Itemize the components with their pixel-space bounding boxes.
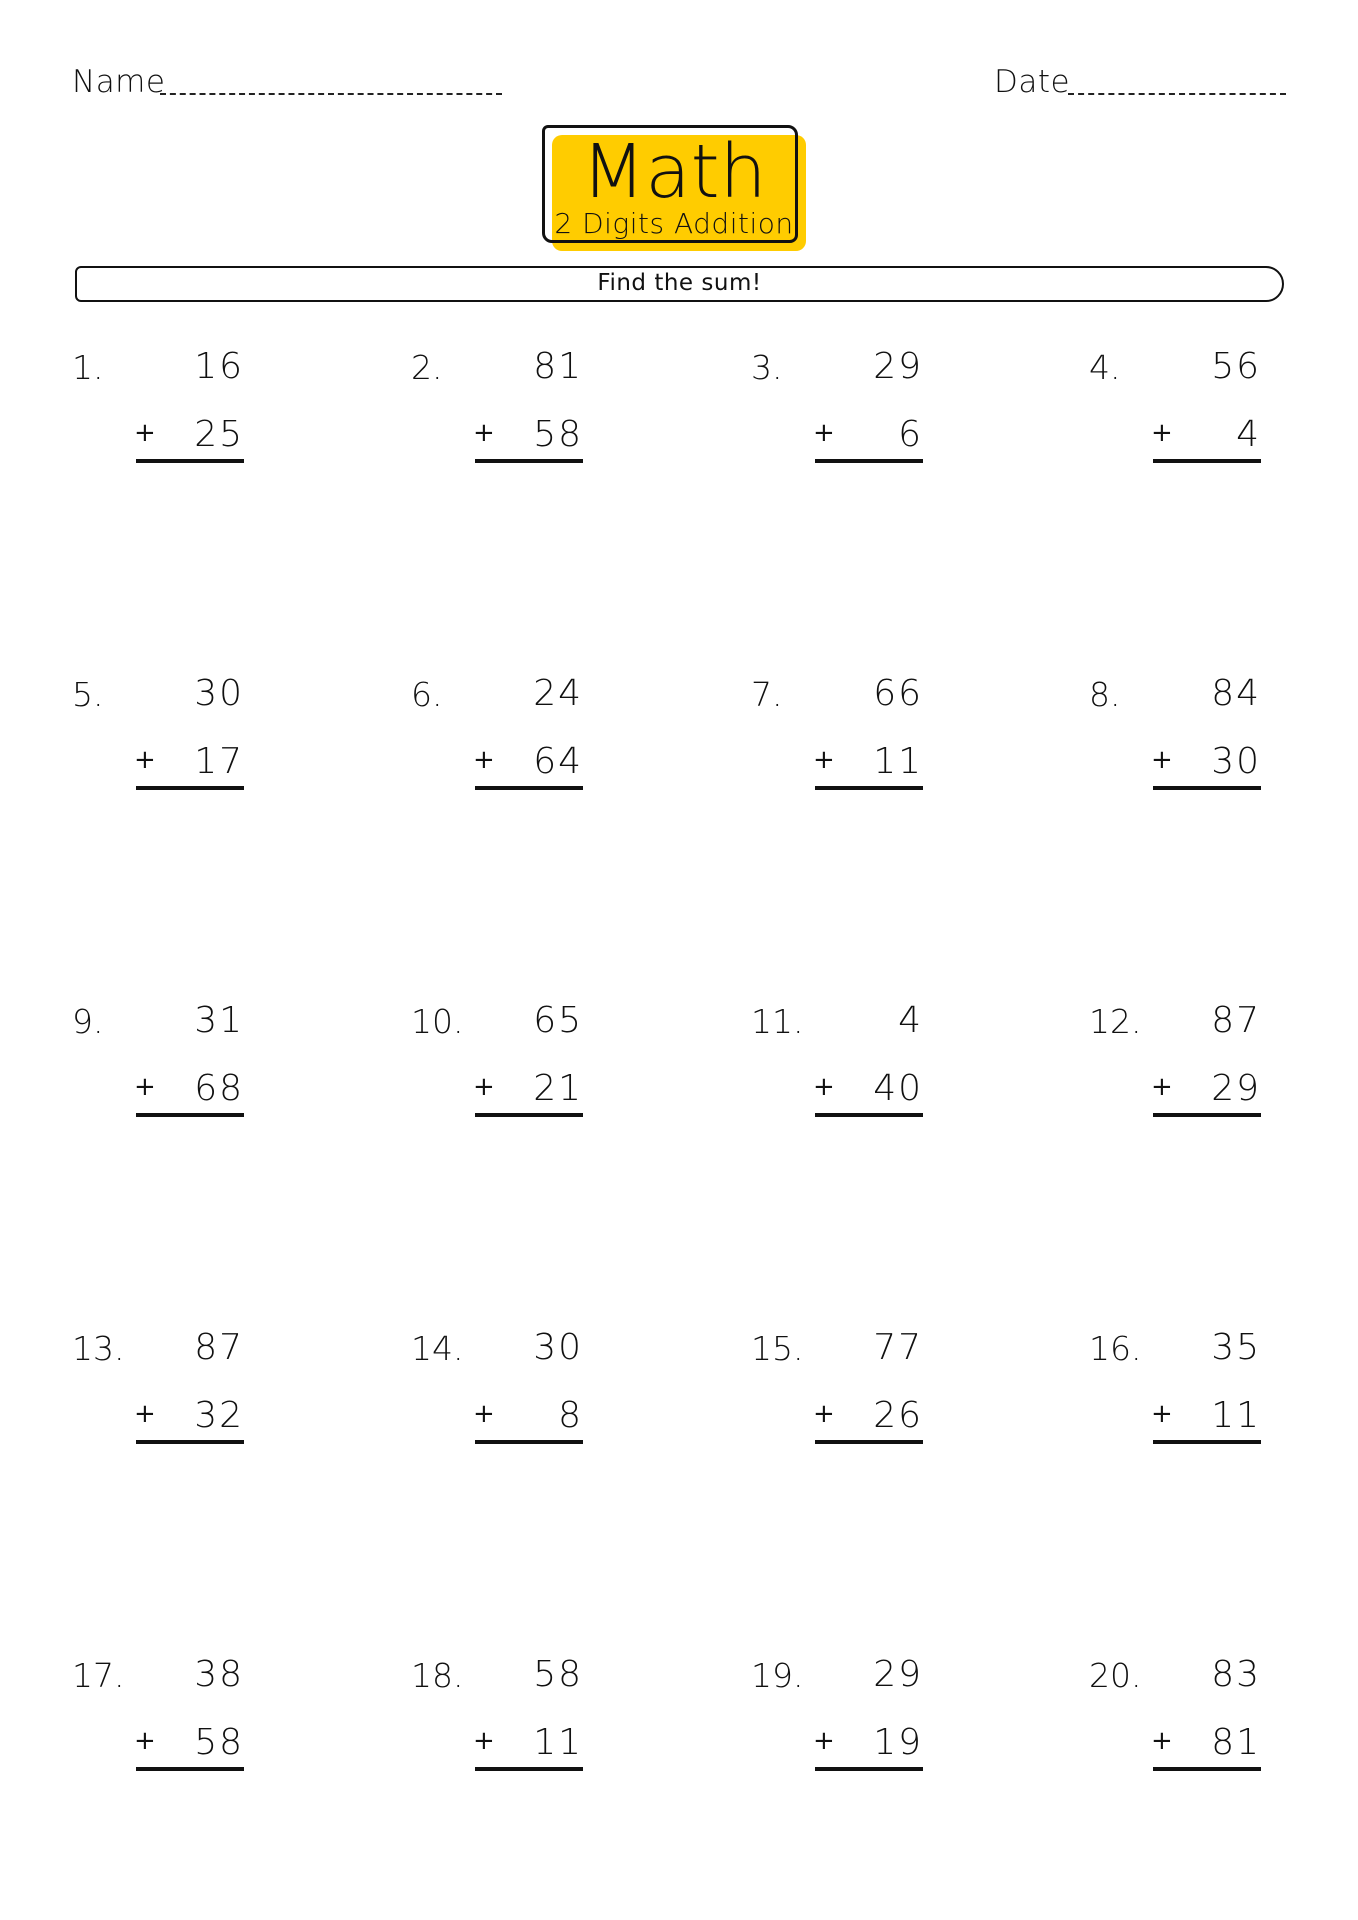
bottom-addend: 19 [873, 1722, 923, 1763]
top-addend: 30 [533, 1327, 583, 1368]
bottom-addend: 25 [194, 414, 244, 455]
bottom-addend: 26 [873, 1395, 923, 1436]
answer-line[interactable] [815, 786, 923, 790]
date-field[interactable] [1068, 93, 1286, 95]
bottom-addend: 58 [194, 1722, 244, 1763]
problem-number: 4. [1089, 348, 1121, 387]
name-label: Name [72, 64, 166, 100]
plus-sign: + [813, 1072, 835, 1102]
answer-line[interactable] [815, 1440, 923, 1444]
problem-number: 6. [411, 675, 443, 714]
top-addend: 30 [194, 673, 244, 714]
problem-number: 11. [751, 1002, 804, 1041]
page-title: Math [581, 129, 767, 215]
answer-line[interactable] [136, 1113, 244, 1117]
answer-line[interactable] [1153, 786, 1261, 790]
plus-sign: + [134, 745, 156, 775]
problem-11 [751, 1002, 1051, 1142]
problem-number: 7. [751, 675, 783, 714]
bottom-addend: 11 [1211, 1395, 1261, 1436]
problem-7 [751, 675, 1051, 815]
answer-line[interactable] [1153, 1113, 1261, 1117]
bottom-addend: 29 [1211, 1068, 1261, 1109]
answer-line[interactable] [136, 459, 244, 463]
plus-sign: + [813, 1726, 835, 1756]
plus-sign: + [134, 1399, 156, 1429]
instruction-text: Find the sum! [597, 270, 762, 296]
problem-number: 9. [72, 1002, 104, 1041]
problem-number: 14. [411, 1329, 464, 1368]
plus-sign: + [473, 1072, 495, 1102]
plus-sign: + [1151, 745, 1173, 775]
instruction-banner [75, 266, 1284, 302]
plus-sign: + [134, 1726, 156, 1756]
problem-8 [1089, 675, 1358, 815]
plus-sign: + [1151, 1072, 1173, 1102]
problem-number: 17. [72, 1656, 125, 1695]
answer-line[interactable] [136, 1767, 244, 1771]
top-addend: 4 [898, 1000, 923, 1041]
top-addend: 81 [533, 346, 583, 387]
answer-line[interactable] [475, 1113, 583, 1117]
problem-number: 10. [411, 1002, 464, 1041]
bottom-addend: 58 [533, 414, 583, 455]
problem-12 [1089, 1002, 1358, 1142]
answer-line[interactable] [815, 459, 923, 463]
problem-1 [72, 348, 372, 488]
bottom-addend: 21 [533, 1068, 583, 1109]
plus-sign: + [813, 745, 835, 775]
problem-number: 2. [411, 348, 443, 387]
plus-sign: + [1151, 1399, 1173, 1429]
problem-16 [1089, 1329, 1358, 1469]
top-addend: 87 [1211, 1000, 1261, 1041]
bottom-addend: 40 [873, 1068, 923, 1109]
answer-line[interactable] [136, 1440, 244, 1444]
plus-sign: + [1151, 418, 1173, 448]
problem-6 [411, 675, 711, 815]
top-addend: 83 [1211, 1654, 1261, 1695]
problem-14 [411, 1329, 711, 1469]
problem-4 [1089, 348, 1358, 488]
answer-line[interactable] [475, 1767, 583, 1771]
answer-line[interactable] [475, 459, 583, 463]
problem-19 [751, 1656, 1051, 1796]
title-box [542, 125, 806, 251]
date-label: Date [994, 64, 1071, 100]
top-addend: 29 [873, 1654, 923, 1695]
plus-sign: + [473, 1726, 495, 1756]
bottom-addend: 8 [558, 1395, 583, 1436]
problem-20 [1089, 1656, 1358, 1796]
bottom-addend: 11 [873, 741, 923, 782]
top-addend: 31 [194, 1000, 244, 1041]
top-addend: 87 [194, 1327, 244, 1368]
problem-10 [411, 1002, 711, 1142]
top-addend: 16 [194, 346, 244, 387]
top-addend: 84 [1211, 673, 1261, 714]
name-field[interactable] [160, 93, 502, 95]
top-addend: 35 [1211, 1327, 1261, 1368]
plus-sign: + [473, 418, 495, 448]
answer-line[interactable] [475, 1440, 583, 1444]
problem-17 [72, 1656, 372, 1796]
bottom-addend: 68 [194, 1068, 244, 1109]
problem-number: 18. [411, 1656, 464, 1695]
top-addend: 65 [533, 1000, 583, 1041]
plus-sign: + [1151, 1726, 1173, 1756]
top-addend: 77 [873, 1327, 923, 1368]
problem-number: 12. [1089, 1002, 1142, 1041]
answer-line[interactable] [815, 1767, 923, 1771]
bottom-addend: 81 [1211, 1722, 1261, 1763]
bottom-addend: 30 [1211, 741, 1261, 782]
plus-sign: + [813, 418, 835, 448]
top-addend: 66 [873, 673, 923, 714]
problem-5 [72, 675, 372, 815]
problem-number: 1. [72, 348, 104, 387]
bottom-addend: 11 [533, 1722, 583, 1763]
top-addend: 38 [194, 1654, 244, 1695]
problem-3 [751, 348, 1051, 488]
bottom-addend: 64 [533, 741, 583, 782]
top-addend: 29 [873, 346, 923, 387]
problem-number: 15. [751, 1329, 804, 1368]
bottom-addend: 32 [194, 1395, 244, 1436]
plus-sign: + [134, 1072, 156, 1102]
plus-sign: + [473, 1399, 495, 1429]
problem-15 [751, 1329, 1051, 1469]
answer-line[interactable] [1153, 459, 1261, 463]
answer-line[interactable] [815, 1113, 923, 1117]
answer-line[interactable] [1153, 1767, 1261, 1771]
bottom-addend: 17 [194, 741, 244, 782]
bottom-addend: 4 [1236, 414, 1261, 455]
problem-number: 3. [751, 348, 783, 387]
problem-2 [411, 348, 711, 488]
problem-13 [72, 1329, 372, 1469]
plus-sign: + [473, 745, 495, 775]
problem-number: 16. [1089, 1329, 1142, 1368]
problem-18 [411, 1656, 711, 1796]
plus-sign: + [813, 1399, 835, 1429]
problem-9 [72, 1002, 372, 1142]
problem-number: 8. [1089, 675, 1121, 714]
bottom-addend: 6 [898, 414, 923, 455]
page-subtitle: 2 Digits Addition [554, 207, 794, 240]
plus-sign: + [134, 418, 156, 448]
problem-number: 5. [72, 675, 104, 714]
problem-number: 20. [1089, 1656, 1142, 1695]
top-addend: 56 [1211, 346, 1261, 387]
answer-line[interactable] [475, 786, 583, 790]
answer-line[interactable] [136, 786, 244, 790]
problem-number: 19. [751, 1656, 804, 1695]
problem-number: 13. [72, 1329, 125, 1368]
top-addend: 24 [533, 673, 583, 714]
answer-line[interactable] [1153, 1440, 1261, 1444]
top-addend: 58 [533, 1654, 583, 1695]
